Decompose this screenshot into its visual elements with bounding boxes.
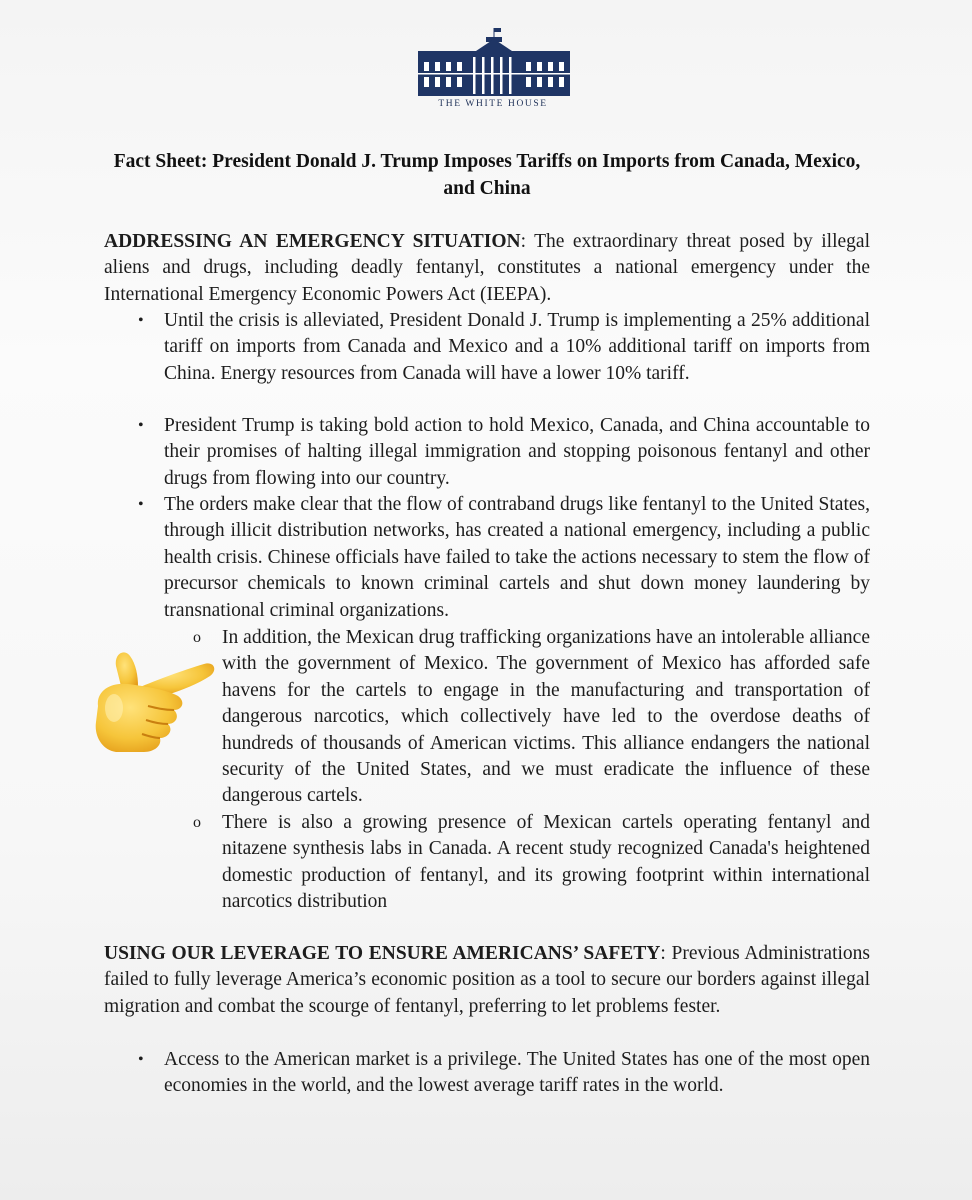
bullet-text: Access to the American market is a privilege. The United States has one of the most open economies in the world, and the lowest average tariff rates in the world. <box>164 1049 870 1097</box>
sub-list-item <box>193 625 870 810</box>
bullet-text: Until the crisis is alleviated, President Donald J. Trump is implementing a 25% additional tariff on imports from Canada and Mexico and a 10% additional tariff on imports from China. Energy resources from Canada will have a lower 10% tariff. <box>164 310 870 384</box>
sub-list-item <box>193 810 870 916</box>
list-item <box>138 492 870 624</box>
white-house-logo-icon <box>418 26 570 96</box>
page-title: Fact Sheet: President Donald J. Trump Imposes Tariffs on Imports from Canada, Mexico, and China <box>113 151 861 199</box>
section-leverage-intro <box>104 941 870 1020</box>
bullet-icon: • <box>138 417 144 434</box>
logo-caption: THE WHITE HOUSE <box>438 99 548 109</box>
section-emergency-heading: ADDRESSING AN EMERGENCY SITUATION <box>104 231 521 252</box>
list-item <box>138 413 870 492</box>
section-leverage-text: : Previous Administrations failed to fully leverage America’s economic position as a tool to secure our borders against illegal migration and combat the scourge of fentanyl, preferring to let problems fester. <box>104 943 870 1017</box>
sub-bullet-text: There is also a growing presence of Mexican cartels operating fentanyl and nitazene synthesis labs in Canada. A recent study recognized Canada's heightened domestic production of fentanyl, and its growing footprint within international narcotics distribution <box>222 812 870 913</box>
bullet-icon: • <box>138 496 144 513</box>
bullet-text: President Trump is taking bold action to hold Mexico, Canada, and China accountable to their promises of halting illegal immigration and stopping poisonous fentanyl and other drugs from flowing into our country. <box>164 415 870 489</box>
pointing-hand-icon <box>86 646 218 758</box>
white-house-logo <box>418 26 570 120</box>
section-emergency-intro <box>104 229 870 308</box>
bullet-icon: • <box>138 312 144 329</box>
sub-bullet-icon: o <box>193 629 201 646</box>
sub-bullet-text: In addition, the Mexican drug trafficking organizations have an intolerable alliance with the government of Mexico. The government of Mexico has afforded safe havens for the cartels to engage in the manufacturing and transportation of dangerous narcotics, which collectively have led to the overdose deaths of hundreds of thousands of American victims. This alliance endangers the national security of the United States, and we must eradicate the influence of these dangerous cartels. <box>222 627 870 807</box>
section-emergency-text: : The extraordinary threat posed by illegal aliens and drugs, including deadly fentanyl, constitutes a national emergency under the International Emergency Economic Powers Act (IEEPA). <box>104 231 870 305</box>
bullet-text: The orders make clear that the flow of contraband drugs like fentanyl to the United States, through illicit distribution networks, has created a national emergency, including a public health crisis. Chinese officials have failed to take the actions necessary to stem the flow of precursor chemicals to known criminal cartels and shut down money laundering by transnational criminal organizations. <box>164 494 870 621</box>
bullet-icon: • <box>138 1051 144 1068</box>
sub-bullet-icon: o <box>193 814 201 831</box>
list-item <box>138 308 870 387</box>
section-leverage-heading: USING OUR LEVERAGE TO ENSURE AMERICANS’ SAFETY <box>104 943 661 964</box>
list-item <box>138 1047 870 1100</box>
